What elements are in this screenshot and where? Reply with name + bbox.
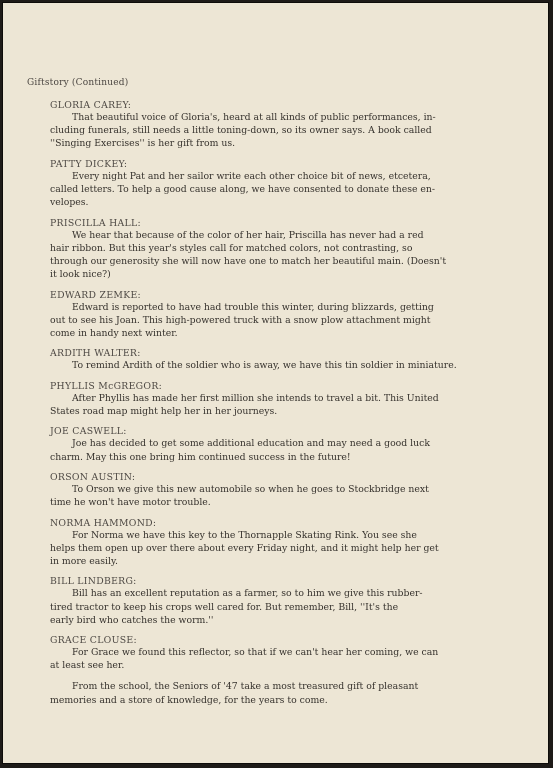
entry-text: To remind Ardith of the soldier who is away, we have this tin soldier in miniature. — [72, 360, 457, 372]
entry-name: BILL LINDBERG: — [50, 576, 137, 588]
entry-text: We hear that because of the color of her hair, Priscilla has never had a red hair ribbon. But this year's styles call for matched colors, not contrasting, so through our generosity she will now have one to match her beautiful main. (Doesn't it look nice?) — [50, 229, 447, 281]
entry-name: PHYLLIS McGREGOR: — [50, 380, 163, 392]
entry-name: GLORIA CAREY: — [50, 100, 132, 111]
entry-text: Edward is reported to have had trouble this winter, during blizzards, getting out to see his Joan. This high-powered truck with a snow plow attachment might come in handy next winter. — [50, 301, 434, 339]
entry-name: ARDITH WALTER: — [50, 348, 141, 360]
entry-name: ORSON AUSTIN: — [50, 471, 136, 483]
entry-text: For Norma we have this key to the Thornapple Skating Rink. You see she helps them open up over there about every Friday night, and it might help her get in more easily. — [50, 529, 439, 567]
document-page — [2, 2, 549, 764]
entry-text: For Grace we found this reflector, so that if we can't hear her coming, we can at least see her. — [50, 647, 439, 672]
entry-name: NORMA HAMMOND: — [50, 517, 157, 529]
entry-ardith-walter — [50, 348, 520, 372]
entry-name: GRACE CLOUSE: — [50, 635, 137, 647]
entry-joe-caswell — [50, 426, 520, 463]
entry-name: PRISCILLA HALL: — [50, 217, 141, 229]
entry-name: JOE CASWELL: — [50, 426, 127, 438]
entry-bill-lindberg — [50, 576, 520, 627]
gift-entries — [50, 100, 520, 681]
page-header: Giftstory (Continued) — [27, 78, 129, 88]
entry-text: After Phyllis has made her first million she intends to travel a bit. This United States road map might help her in her journeys. — [50, 392, 439, 417]
entry-edward-zemke — [50, 290, 520, 341]
entry-text: Joe has decided to get some additional education and may need a good luck charm. May this one bring him continued success in the future! — [50, 438, 430, 463]
entry-patty-dickey — [50, 159, 520, 210]
entry-priscilla-hall — [50, 218, 520, 282]
entry-norma-hammond — [50, 518, 520, 569]
entry-text: To Orson we give this new automobile so when he goes to Stockbridge next time he won't have motor trouble. — [50, 483, 429, 509]
entry-gloria-carey — [50, 100, 520, 151]
entry-text: That beautiful voice of Gloria's, heard at all kinds of public performances, in- cluding funerals, still needs a little toning-down, so its owner says. A book called ''Singing Exercises'' is her gift from us. — [50, 112, 436, 150]
entry-text: Bill has an excellent reputation as a farmer, so to him we give this rubber- tired tractor to keep his crops well cared for. But remember, Bill, ''It's the early bird who catches the worm.'' — [50, 588, 423, 626]
closing-paragraph: From the school, the Seniors of '47 take a most treasured gift of pleasant memories and a store of knowledge, for the years to come. — [50, 681, 419, 706]
entry-name: PATTY DICKEY: — [50, 158, 128, 170]
entry-orson-austin — [50, 472, 520, 509]
entry-name: EDWARD ZEMKE: — [50, 289, 141, 301]
entry-grace-clouse — [50, 635, 520, 672]
entry-text: Every night Pat and her sailor write each other choice bit of news, etcetera, called letters. To help a good cause along, we have consented to donate these en- velopes. — [50, 170, 436, 209]
entry-phyllis-mcgregor — [50, 381, 520, 418]
